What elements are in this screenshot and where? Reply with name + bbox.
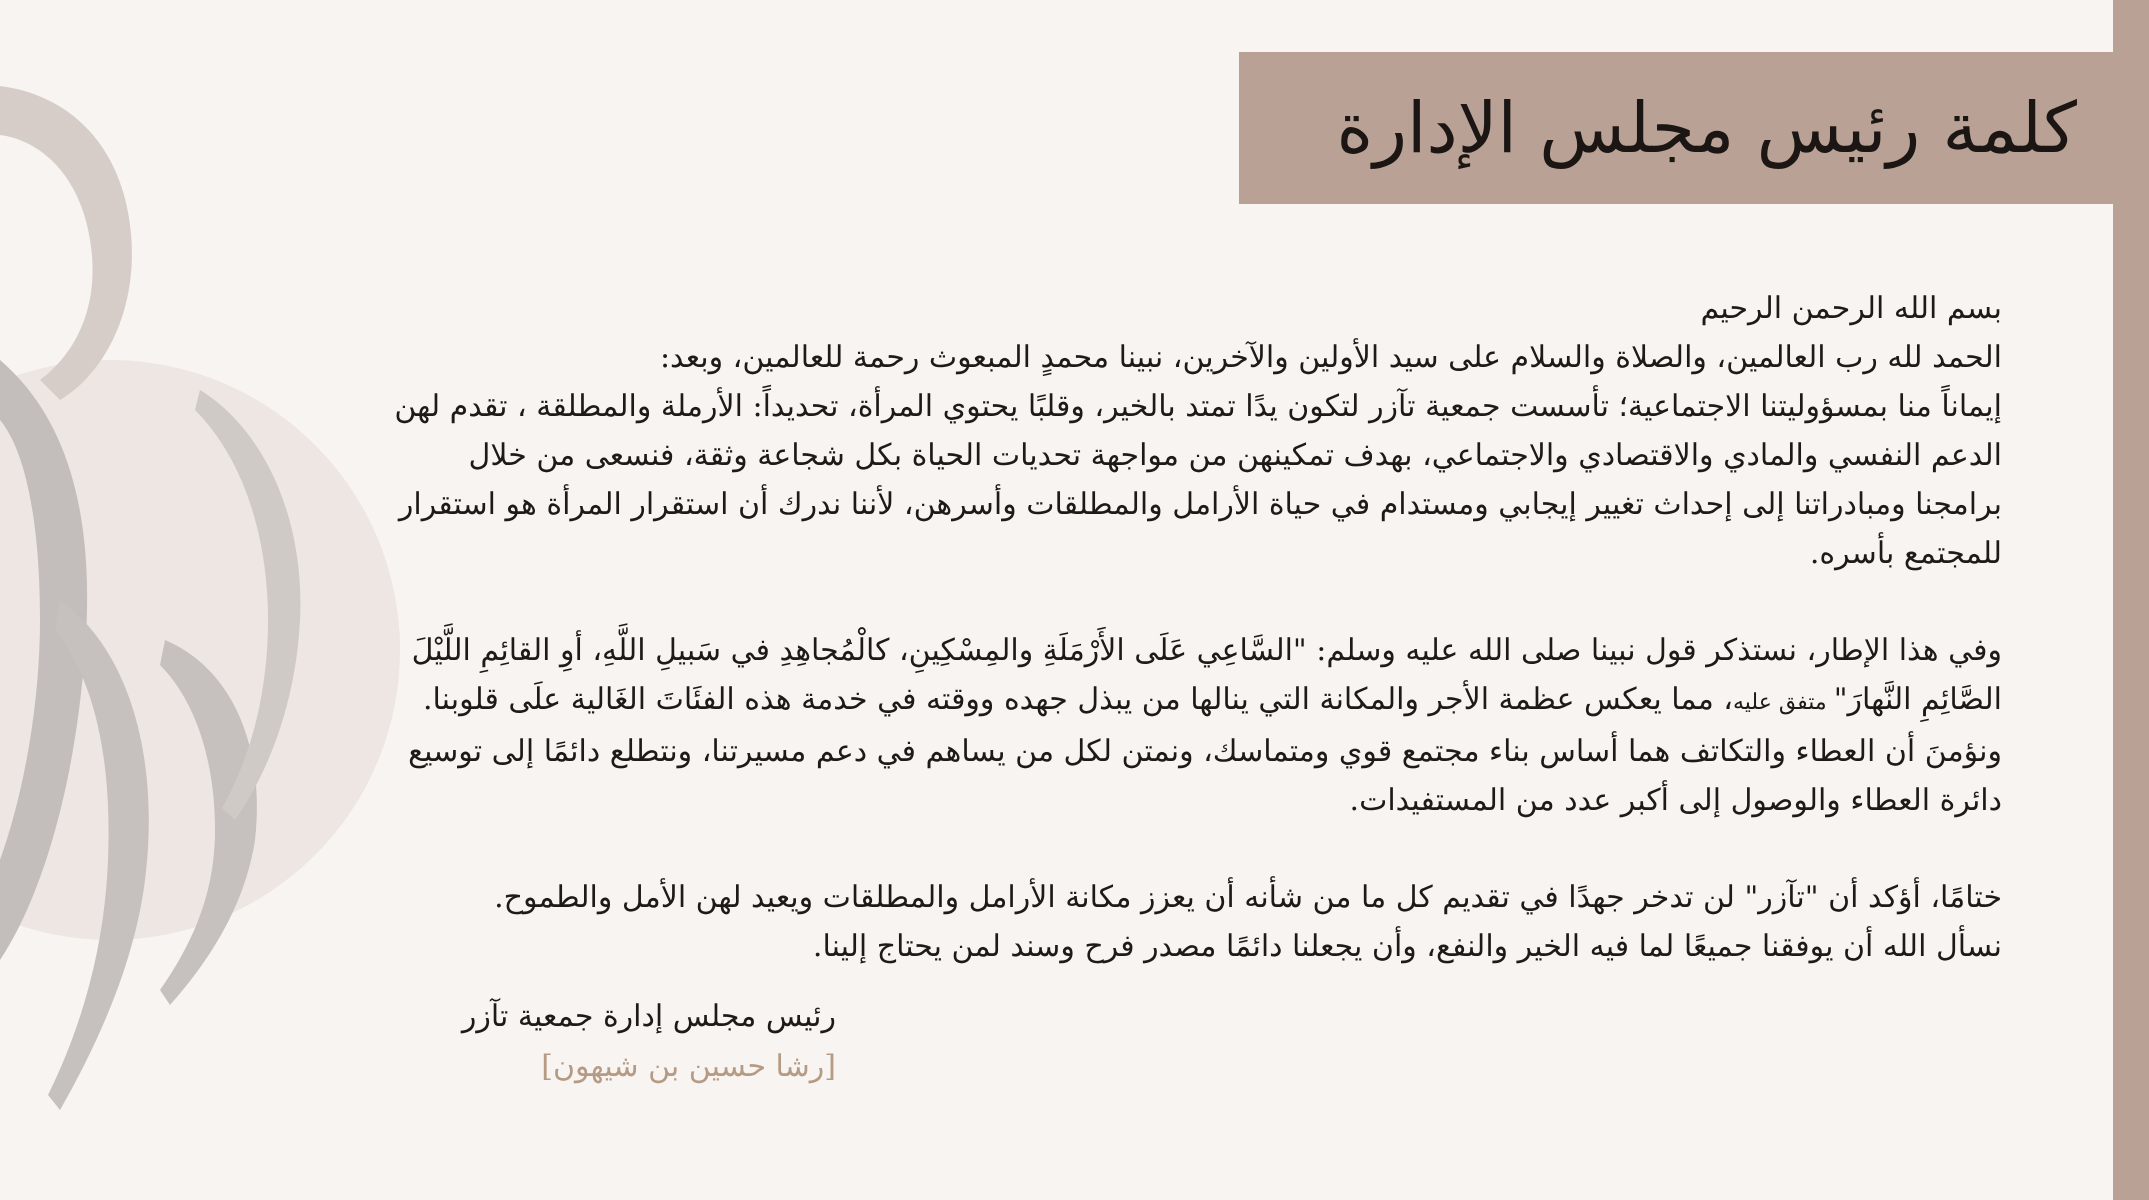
paragraph1-line: إيماناً منا بمسؤوليتنا الاجتماعية؛ تأسست جمعية تآزر لتكون يدًا تمتد بالخير، وقلبًا يحتوي المرأة، تحديداً: الأرملة والمطلقة ، تقدم لهن: [394, 389, 2002, 424]
intro-praise-line: الحمد لله رب العالمين، والصلاة والسلام على سيد الأولين والآخرين، نبينا محمدٍ المبعوث رحمة للعالمين، وبعد:: [659, 340, 2002, 375]
paragraph1-line: الدعم النفسي والمادي والاقتصادي والاجتماعي، بهدف تمكينهن من مواجهة تحديات الحياة بكل شجاعة وثقة، فنسعى من خلال: [468, 438, 2002, 473]
paragraph-gap: [500, 825, 2002, 873]
decorative-calligraphy-graphic: [0, 0, 420, 1200]
paragraph2-line: [422, 675, 2002, 727]
basmala-line: بسم الله الرحمن الرحيم: [1700, 291, 2002, 326]
letter-body: [394, 284, 2002, 971]
signature-name: [رشا حسين بن شيهون]: [541, 1049, 836, 1084]
page-title: كلمة رئيس مجلس الإدارة: [1336, 87, 2077, 169]
decorative-hook-stroke: [0, 86, 132, 400]
right-accent-stripe: [2113, 0, 2149, 1200]
paragraph2-line: وفي هذا الإطار، نستذكر قول نبينا صلى الله عليه وسلم: "السَّاعِي عَلَى الأَرْمَلَةِ والمِسْكِينِ، كالْمُجاهِدِ في سَبيلِ اللَّهِ، أوِ القائِمِ اللَّيْلَ: [411, 633, 2002, 668]
paragraph2-line-continuation: ، مما يعكس عظمة الأجر والمكانة التي ينالها من يبذل جهده ووقته في خدمة هذه الفئَاتَ الغَالية علَى قلوبنا.: [422, 682, 1733, 717]
paragraph-gap: [500, 578, 2002, 626]
paragraph3-line: ختامًا، أؤكد أن "تآزر" لن تدخر جهدًا في تقديم كل ما من شأنه أن يعزز مكانة الأرامل والمطلقات ويعيد لهن الأمل والطموح.: [494, 880, 2002, 915]
paragraph1-line: برامجنا ومبادراتنا إلى إحداث تغيير إيجابي ومستدام في حياة الأرامل والمطلقات وأسرهن، لأننا ندرك أن استقرار المرأة هو استقرار: [398, 487, 2002, 522]
paragraph2-line: ونؤمنَ أن العطاء والتكاتف هما أساس بناء مجتمع قوي ومتماسك، ونمتن لكل من يساهم في دعم مسيرتنا، ونتطلع دائمًا إلى توسيع: [408, 734, 2002, 769]
paragraph3-line: نسأل الله أن يوفقنا جميعًا لما فيه الخير والنفع، وأن يجعلنا دائمًا مصدر فرح وسند لمن يحتاج إلينا.: [812, 929, 2002, 964]
hadith-ending: الصَّائِمِ النَّهارَ": [1833, 682, 2002, 717]
paragraph1-line: للمجتمع بأسره.: [1809, 536, 2002, 571]
signature-role: رئيس مجلس إدارة جمعية تآزر: [461, 999, 836, 1034]
hadith-source-note: متفق عليه: [1732, 690, 1834, 715]
paragraph2-line: دائرة العطاء والوصول إلى أكبر عدد من المستفيدات.: [1349, 783, 2002, 818]
title-banner: [1239, 52, 2113, 204]
signature-block: [462, 992, 836, 1092]
